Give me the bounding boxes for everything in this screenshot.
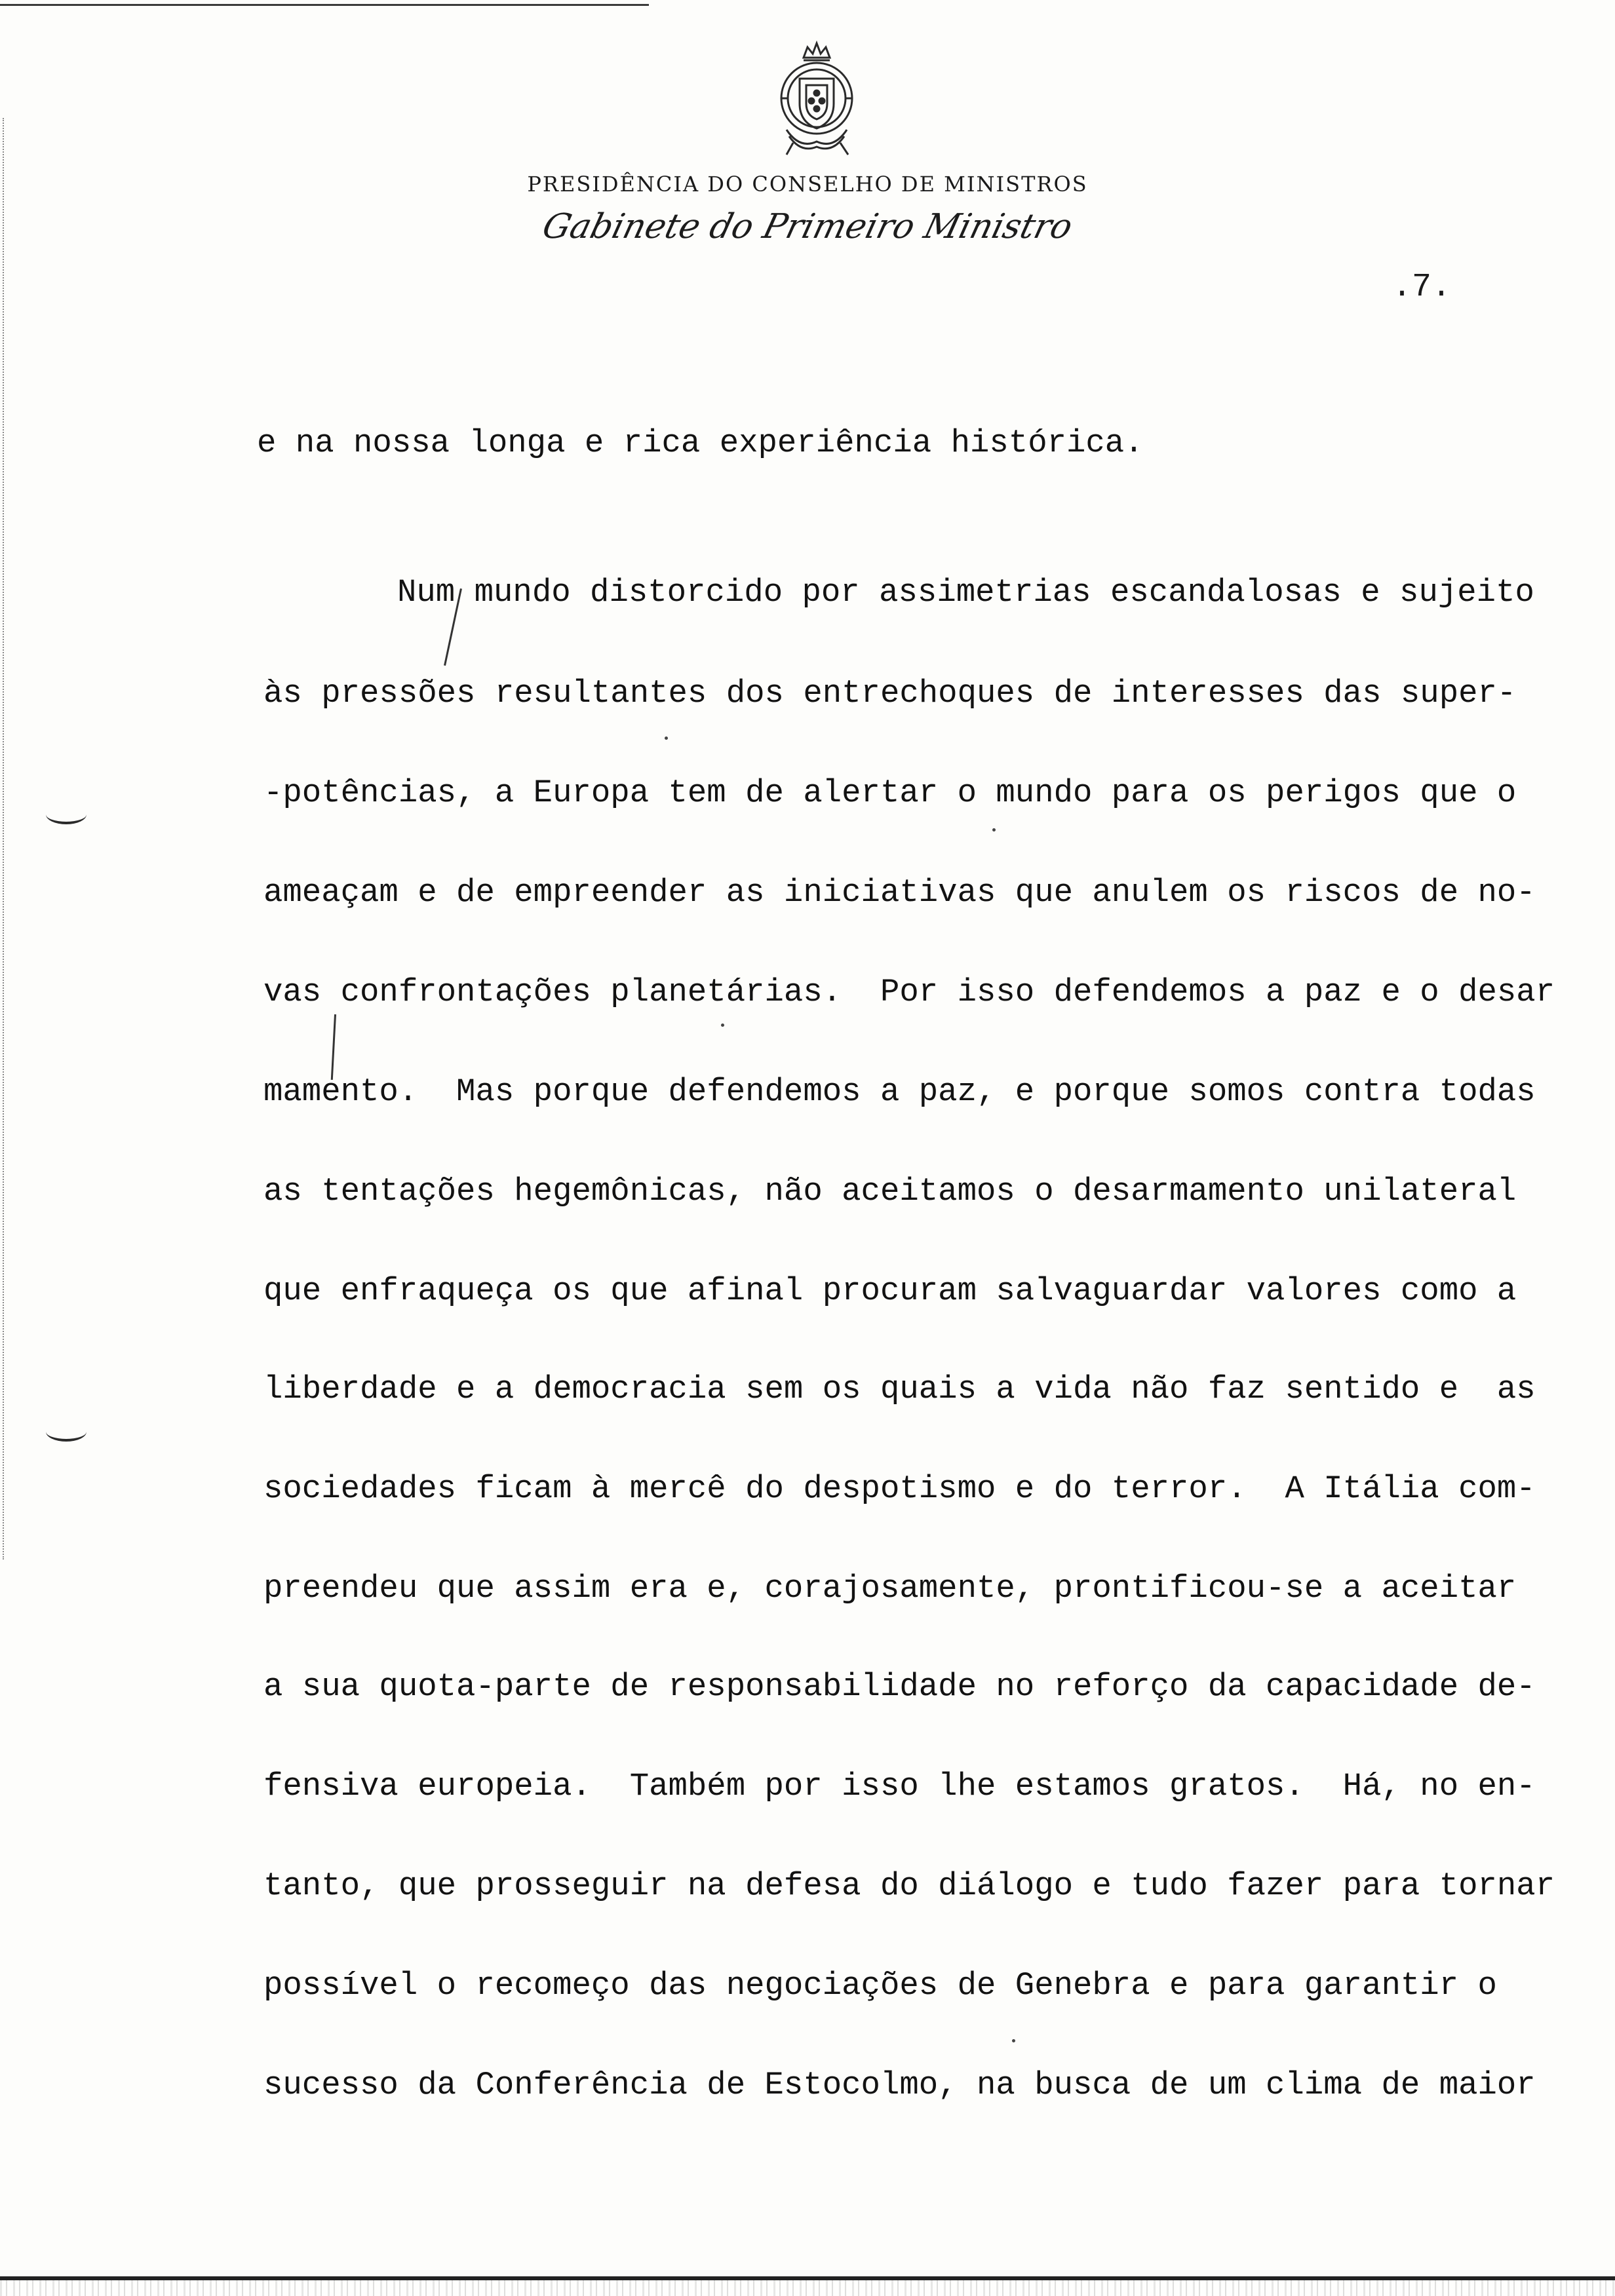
text-line: sociedades ficam à mercê do despotismo e do terror. A Itália com- bbox=[263, 1470, 1536, 1507]
text-line: que enfraqueça os que afinal procuram salvaguardar valores como a bbox=[263, 1272, 1517, 1309]
text-line: possível o recomeço das negociações de Genebra e para garantir o bbox=[263, 1967, 1497, 2004]
text-line: -potências, a Europa tem de alertar o mundo para os perigos que o bbox=[263, 775, 1517, 811]
institution-heading: PRESIDÊNCIA DO CONSELHO DE MINISTROS bbox=[527, 172, 1088, 197]
text-line: mamento. Mas porque defendemos a paz, e porque somos contra todas bbox=[263, 1073, 1536, 1110]
text-line: tanto, que prosseguir na defesa do diálogo e tudo fazer para tornar bbox=[263, 1867, 1555, 1904]
text-line: preendeu que assim era e, corajosamente, prontificou-se a aceitar bbox=[263, 1570, 1517, 1607]
text-line: liberdade e a democracia sem os quais a vida não faz sentido e as bbox=[263, 1371, 1536, 1407]
text-line: ameaçam e de empreender as iniciativas que anulem os riscos de no- bbox=[263, 874, 1536, 911]
page-number: .7. bbox=[1392, 269, 1452, 306]
text-line: vas confrontações planetárias. Por isso defendemos a paz e o desar bbox=[263, 974, 1555, 1010]
office-subheading: Gabinete do Primeiro Ministro bbox=[538, 207, 1077, 246]
text-line: fensiva europeia. Também por isso lhe estamos gratos. Há, no en- bbox=[263, 1768, 1536, 1805]
text-line: às pressões resultantes dos entrechoques de interesses das super- bbox=[263, 675, 1517, 712]
text-line: a sua quota-parte de responsabilidade no reforço da capacidade de- bbox=[263, 1668, 1536, 1705]
text-line: e na nossa longa e rica experiência histórica. bbox=[257, 425, 1144, 461]
scan-speck bbox=[665, 737, 668, 740]
text-line: Num mundo distorcido por assimetrias escandalosas e sujeito bbox=[397, 574, 1534, 611]
scan-edge-noise bbox=[0, 2280, 1615, 2296]
scan-speck bbox=[992, 828, 996, 832]
scan-speck bbox=[721, 1024, 724, 1027]
text-line: as tentações hegemônicas, não aceitamos o desarmamento unilateral bbox=[263, 1173, 1517, 1210]
text-line: sucesso da Conferência de Estocolmo, na busca de um clima de maior bbox=[263, 2067, 1536, 2103]
scan-speck bbox=[1012, 2039, 1015, 2042]
